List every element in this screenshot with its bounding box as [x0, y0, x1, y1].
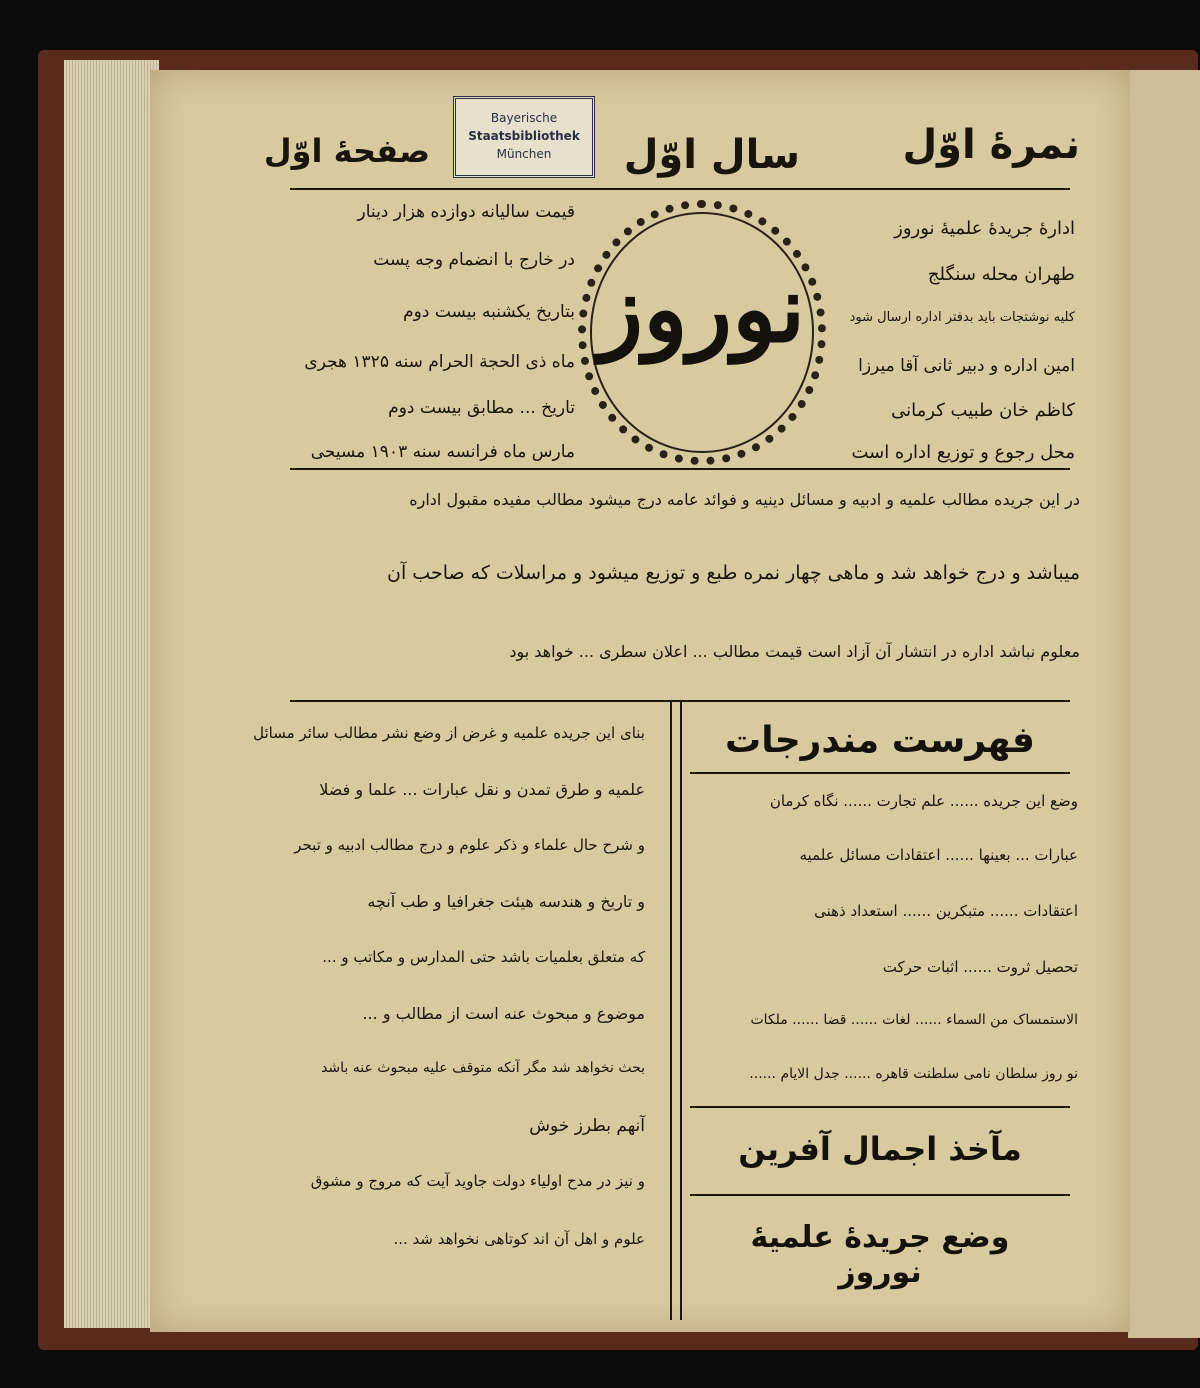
article-line: علمیه و طرق تمدن و نقل عبارات ... علما و فضلا: [319, 780, 645, 799]
toc-bottom-rule: [690, 1106, 1070, 1108]
stamp-line: Staatsbibliothek: [468, 129, 580, 143]
notice-line: میباشد و درج خواهد شد و ماهی چهار نمره طبع و توزیع میشود و مراسلات که صاحب آن: [387, 562, 1080, 584]
article-line: بنای این جریده علمیه و غرض از وضع نشر مطالب سائر مسائل: [253, 724, 645, 742]
section-heading-founding: وضع جریدۀ علمیۀ نوروز: [750, 1220, 1010, 1290]
article-line: بحث نخواهد شد مگر آنکه متوقف علیه مبحوث عنه باشد: [321, 1060, 645, 1076]
toc-item: تحصیل ثروت ...... اثبات حرکت: [882, 958, 1078, 976]
toc-item: الاستمساک من السماء ...... لغات ...... قضا ...... ملکات: [750, 1012, 1078, 1028]
stamp-line: München: [496, 147, 552, 161]
year-label: سال اوّل: [623, 132, 800, 178]
section-heading-sources: مآخذ اجمال آفرین: [738, 1130, 1022, 1168]
right-info-line: کلیه نوشتجات باید بدفتر اداره ارسال شود: [849, 310, 1075, 325]
left-info-line: ماه ذی الحجة الحرام سنه ۱۳۲۵ هجری: [304, 352, 575, 372]
left-info-line: در خارج با انضمام وجه پست: [373, 250, 575, 270]
facing-page-edge: [1128, 70, 1200, 1338]
column-divider: [670, 700, 672, 1320]
toc-item: عبارات ... بعینها ...... اعتقادات مسائل علمیه: [799, 846, 1078, 864]
stamp-line: Bayerische: [490, 111, 558, 125]
library-stamp: [453, 96, 595, 178]
column-divider-inner: [680, 700, 682, 1320]
toc-title: فهرست مندرجات: [725, 720, 1035, 761]
right-info-line: کاظم خان طبیب کرمانی: [891, 400, 1075, 421]
right-info-line: امین اداره و دبیر ثانی آقا میرزا: [858, 356, 1075, 376]
left-info-line: بتاریخ یکشنبه بیست دوم: [403, 302, 575, 322]
toc-item: نو روز سلطان نامی سلطنت قاهره ...... جدل الایام ......: [749, 1066, 1078, 1082]
masthead-rule: [290, 188, 1070, 190]
left-info-line: مارس ماه فرانسه سنه ۱۹۰۳ مسیحی: [310, 442, 575, 462]
toc-item: وضع این جریده ...... علم تجارت ...... نگاه کرمان: [769, 792, 1078, 810]
right-info-line: محل رجوع و توزیع اداره است: [851, 442, 1075, 463]
toc-item: اعتقادات ...... متبکرین ...... استعداد ذهنی: [814, 902, 1078, 920]
header-bottom-rule: [290, 468, 1070, 470]
section-rule: [690, 1194, 1070, 1196]
page-stack-edge: [64, 60, 159, 1328]
article-line: و شرح حال علماء و ذکر علوم و درج مطالب ادبیه و تبحر: [294, 836, 645, 854]
left-info-line: تاریخ ... مطابق بیست دوم: [388, 398, 575, 418]
article-line: آنهم بطرز خوش: [529, 1116, 645, 1136]
article-line: و نیز در مدح اولیاء دولت جاوید آیت که مروج و مشوق: [310, 1172, 645, 1190]
left-info-line: قیمت سالیانه دوازده هزار دینار: [357, 202, 575, 222]
newspaper-logo: نوروز: [598, 255, 806, 363]
article-line: و تاریخ و هندسه هیئت جغرافیا و طب آنچه: [367, 892, 645, 911]
article-line: علوم و اهل آن اند کوتاهی نخواهد شد ...: [393, 1230, 645, 1248]
notice-line: معلوم نباشد اداره در انتشار آن آزاد است قیمت مطالب ... اعلان سطری ... خواهد بود: [509, 642, 1080, 661]
page-label: صفحۀ اوّل: [263, 132, 430, 170]
issue-number-label: نمرۀ اوّل: [902, 122, 1080, 168]
right-info-line: طهران محله سنگلج: [927, 264, 1075, 285]
toc-title-rule: [690, 772, 1070, 774]
right-info-line: ادارۀ جریدۀ علمیۀ نوروز: [894, 218, 1075, 239]
article-line: موضوع و مبحوث عنه است از مطالب و ...: [362, 1004, 645, 1023]
notice-line: در این جریده مطالب علمیه و ادبیه و مسائل دینیه و فوائد عامه درج میشود مطالب مفیده مقبول اداره: [409, 490, 1080, 509]
article-line: که متعلق بعلمیات باشد حتی المدارس و مکاتب و ...: [322, 948, 645, 966]
